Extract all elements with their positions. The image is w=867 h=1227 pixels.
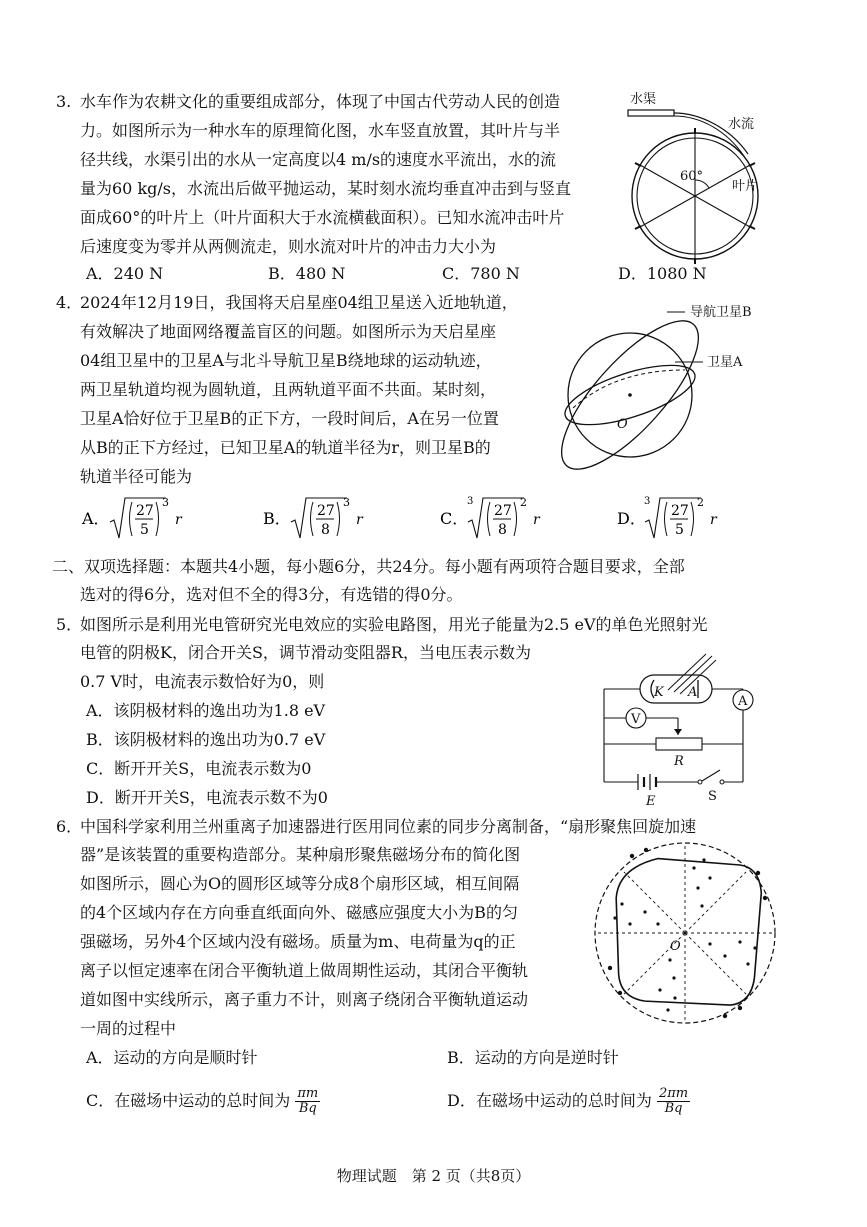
q3-option-d: D．1080 N [618,264,707,283]
svg-text:r: r [175,512,182,528]
rheostat-label: R [674,754,684,769]
q6-line-1: 中国科学家利用兰州重离子加速器进行医用同位素的同步分离制备，“扇形聚焦回旋加速 [80,817,697,836]
photoelectric-circuit-figure [598,640,773,810]
svg-text:27: 27 [671,503,689,519]
q6-option-c-text: C．在磁场中运动的总时间为 [86,1091,291,1110]
q6-line-7: 道如图中实线所示，离子重力不计，则离子绕闭合平衡轨道运动 [80,990,529,1009]
satellite-b-label: 导航卫星B [690,305,752,320]
page-footer: 物理试题 第 2 页（共8页） [336,1167,531,1185]
q5-option-a: A．该阴极材料的逸出功为1.8 eV [86,701,326,720]
q3-line-4: 量为60 kg/s，水流出后做平抛运动，某时刻水流均垂直冲击到与竖直 [80,179,571,198]
ammeter-label: A [738,694,748,709]
q5-line-3: 0.7 V时，电流表示数恰好为0，则 [80,672,325,691]
q3-line-5: 面成60°的叶片上（叶片面积大于水流横截面积）。已知水流冲击叶片 [80,208,565,227]
q6-line-8: 一周的过程中 [80,1019,177,1038]
satellite-a-label: 卫星A [707,355,743,370]
q3-line-1: 水车作为农耕文化的重要组成部分，体现了中国古代劳动人民的创造 [80,92,561,111]
svg-text:r: r [710,512,717,528]
battery-label: E [646,794,656,809]
q3-line-6: 后速度变为零并从两侧流走，则水流对叶片的冲击力大小为 [80,237,497,256]
q4-number: 4． [56,293,83,312]
q5-line-2: 电管的阴极K，闭合开关S，调节滑动变阻器R，当电压表示数为 [80,643,531,662]
flow-label: 水流 [728,117,755,132]
svg-text:r: r [356,512,363,528]
svg-text:B．: B． [263,509,291,528]
svg-text:27: 27 [317,503,335,519]
q3-line-3: 径共线，水渠引出的水从一定高度以4 m/s的速度水平流出，水的流 [80,150,557,169]
svg-text:5: 5 [140,522,149,538]
q6-option-b: B．运动的方向是逆时针 [447,1048,619,1067]
svg-text:A．: A． [82,509,110,528]
cyclotron-center-label: O [670,939,681,954]
cyclotron-figure [590,838,780,1028]
q3-line-2: 力。如图所示为一种水车的原理简化图，水车竖直放置，其叶片与半 [80,121,561,140]
q5-option-d: D．断开开关S，电流表示数不为0 [86,788,328,807]
q6-option-a: A．运动的方向是顺时针 [86,1048,258,1067]
orbit-figure [555,300,770,485]
svg-text:2: 2 [520,496,527,509]
orbit-center-label: O [617,417,628,432]
q4-option-a [82,494,202,544]
q4-line-3: 04组卫星中的卫星A与北斗导航卫星B绕地球的运动轨迹， [80,351,492,370]
q6-line-3: 如图所示，圆心为O的圆形区域等分成8个扇形区域，相互间隔 [80,874,520,893]
svg-text:27: 27 [494,503,512,519]
q3-number: 3. [56,92,72,111]
cathode-label: K [654,685,664,700]
q5-option-b: B．该阴极材料的逸出功为0.7 eV [86,730,326,749]
channel-label: 水渠 [630,92,657,107]
q4-option-b [263,494,383,544]
angle-label: 60° [680,169,704,184]
section2-line-1: 二、双项选择题：本题共4小题，每小题6分，共24分。每小题有两项符合题目要求，全部 [52,557,685,576]
q4-line-2: 有效解决了地面网络覆盖盲区的问题。如图所示为天启星座 [80,322,497,341]
q6-option-d-text: D．在磁场中运动的总时间为 [447,1091,652,1110]
q6-option-d-fraction: $\frac{2\pi m}{Bq}$ [658,1086,689,1116]
q4-option-d [617,492,737,544]
q3-option-c: C．780 N [442,264,520,283]
q3-option-b: B．480 N [268,264,346,283]
svg-text:8: 8 [498,522,507,538]
q6-option-c [86,1087,320,1116]
svg-text:2: 2 [697,496,704,509]
q4-line-4: 两卫星轨道均视为圆轨道，且两轨道平面不共面。某时刻， [80,380,497,399]
q3-option-a: A．240 N [86,264,164,283]
q6-option-d [447,1087,690,1116]
svg-text:27: 27 [136,503,154,519]
q6-line-5: 强磁场，另外4个区域内没有磁场。质量为m、电荷量为q的正 [80,932,516,951]
svg-text:3: 3 [644,496,651,507]
q4-line-6: 从B的正下方经过，已知卫星A的轨道半径为r，则卫星B的 [80,438,491,457]
svg-text:5: 5 [675,522,684,538]
q4-option-c [440,492,560,544]
q5-number: 5． [56,615,83,634]
svg-text:C．: C． [440,509,469,528]
q6-line-2: 器”是该装置的重要构造部分。某种扇形聚焦磁场分布的简化图 [80,845,521,864]
svg-text:3: 3 [162,496,169,509]
svg-text:3: 3 [343,496,350,509]
q5-line-1: 如图所示是利用光电管研究光电效应的实验电路图，用光子能量为2.5 eV的单色光照射光 [80,615,708,634]
q4-line-5: 卫星A恰好位于卫星B的正下方，一段时间后，A在另一位置 [80,409,499,428]
section2-line-2: 选对的得6分，选对但不全的得3分，有选错的得0分。 [80,585,463,604]
anode-label: A [688,685,698,700]
svg-text:8: 8 [321,522,330,538]
waterwheel-figure [620,88,770,263]
svg-text:D．: D． [617,509,646,528]
q6-option-c-fraction: $\frac{\pi m}{Bq}$ [297,1086,319,1116]
q6-line-4: 的4个区域内存在方向垂直纸面向外、磁感应强度大小为B的匀 [80,903,518,922]
q5-option-c: C．断开开关S，电流表示数为0 [86,759,312,778]
svg-text:3: 3 [467,496,474,507]
voltmeter-label: V [631,712,641,727]
q4-line-7: 轨道半径可能为 [80,467,193,486]
q6-line-6: 离子以恒定速率在闭合平衡轨道上做周期性运动，其闭合平衡轨 [80,961,529,980]
blade-label: 叶片 [732,179,759,194]
q4-line-1: 2024年12月19日，我国将天启星座04组卫星送入近地轨道， [80,293,518,312]
q6-number: 6． [56,817,83,836]
svg-text:r: r [533,512,540,528]
switch-label: S [708,789,717,804]
